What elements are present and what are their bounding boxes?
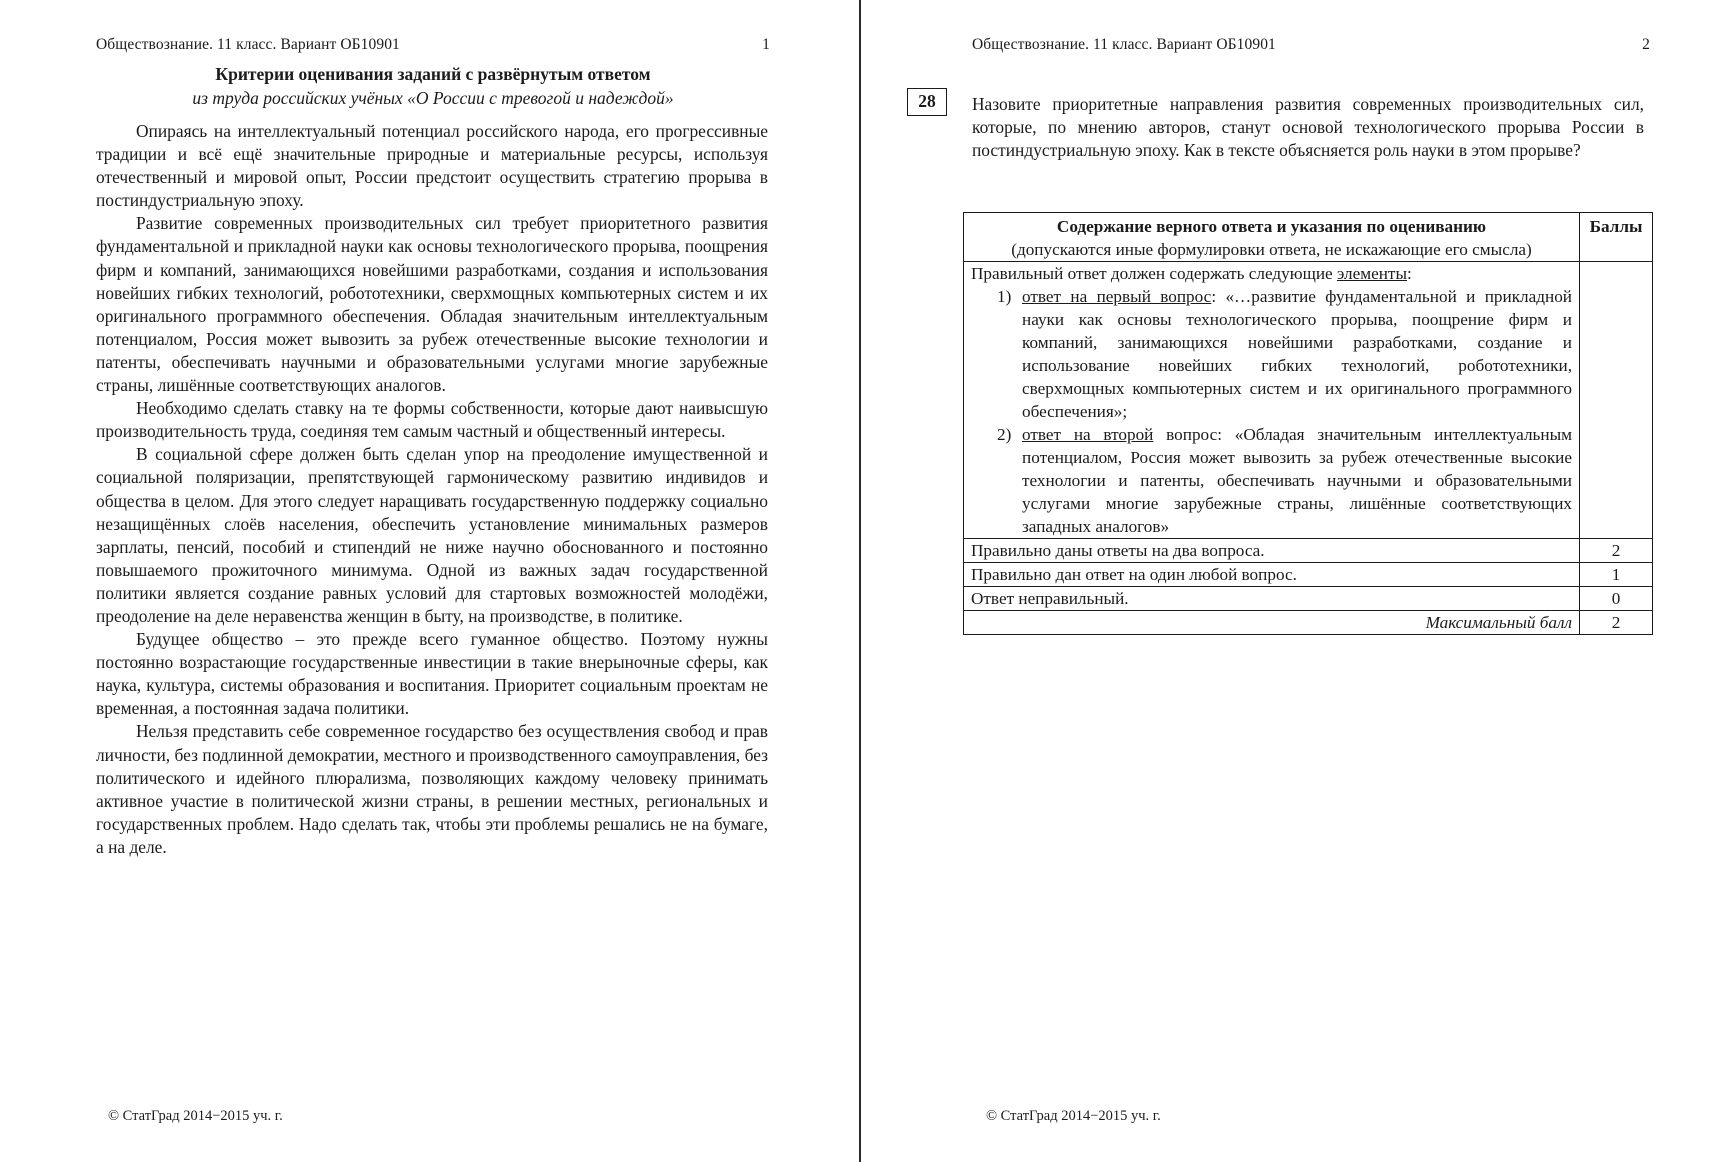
- points-cell: 0: [1580, 587, 1653, 611]
- header-points-cell: Баллы: [1580, 213, 1653, 262]
- header-content-title: Содержание верного ответа и указания по оцениванию: [1056, 217, 1487, 236]
- paragraph: Необходимо сделать ставку на те формы собственности, которые дают наивысшую производительность труда, соединяя тем самым частный и общественный интересы.: [96, 398, 768, 442]
- list-item-text: : «…развитие фундаментальной и прикладной науки как основы технологического прорыва, поощрение фирм и компаний, занимающихся новейшими разработками, создание и использование новейших гибких технологий, робототехники, сверхмощных компьютерных систем и их оригинального программного обеспечения»;: [1022, 287, 1572, 421]
- list-item: [971, 423, 1572, 538]
- criterion-cell: Ответ неправильный.: [964, 587, 1580, 611]
- criteria-title: Критерии оценивания заданий с развёрнутым ответом: [215, 64, 651, 84]
- list-item-number: 1): [997, 287, 1012, 306]
- list-item: [971, 285, 1572, 423]
- header-content-cell: [964, 213, 1580, 262]
- paragraph: Будущее общество – это прежде всего гуманное общество. Поэтому нужны постоянно возрастающие государственные инвестиции в такие внерыночные сферы, как наука, культура, системы образования и воспитания. Приоритет социальным проектам не временная, а постоянная задача политики.: [96, 629, 768, 719]
- max-score-label: Максимальный балл: [964, 611, 1580, 635]
- answer-elements-cell: [964, 262, 1580, 539]
- table-row: [964, 262, 1653, 539]
- page-footer: © СтатГрад 2014−2015 уч. г.: [108, 1108, 283, 1124]
- page-number: 1: [762, 36, 770, 53]
- max-score-points: 2: [1580, 611, 1653, 635]
- right-page: [862, 0, 1718, 1162]
- question-number-box: 28: [907, 88, 947, 116]
- page-footer: © СтатГрад 2014−2015 уч. г.: [986, 1108, 1161, 1124]
- answer-intro-text: Правильный ответ должен содержать следующие: [971, 264, 1333, 283]
- page-header-title: Обществознание. 11 класс. Вариант ОБ10901: [972, 36, 1276, 53]
- table-row: [964, 563, 1653, 587]
- source-text: [96, 120, 768, 859]
- answer-intro-end: :: [1407, 264, 1412, 283]
- answer-table: [963, 212, 1653, 635]
- criterion-cell: Правильно даны ответы на два вопроса.: [964, 539, 1580, 563]
- criteria-subtitle: из труда российских учёных «О России с тревогой и надеждой»: [192, 88, 674, 108]
- page-header-title: Обществознание. 11 класс. Вариант ОБ10901: [96, 36, 400, 53]
- page-number: 2: [1642, 36, 1650, 53]
- paragraph: В социальной сфере должен быть сделан упор на преодоление имущественной и социальной поляризации, препятствующей гармоническому развитию индивидов и общества в целом. Для этого следует наращивать государственную поддержку социально незащищённых слоёв населения, обеспечить установление минимальных размеров зарплаты, пенсий, пособий и стипендий не ниже научно обоснованного и постоянно повышаемого прожиточного минимума. Одной из важных задач государственной политики является создание равных условий для стартовых возможностей молодёжи, преодоление на деле неравенства женщин в быту, на производстве, в политике.: [96, 444, 768, 626]
- list-item-number: 2): [997, 425, 1012, 444]
- table-header-row: [964, 213, 1653, 262]
- answer-elements-list: [971, 285, 1572, 538]
- paragraph: Опираясь на интеллектуальный потенциал российского народа, его прогрессивные традиции и всё ещё значительные природные и материальные ресурсы, используя отечественный и мировой опыт, России предстоит осуществить стратегию прорыва в постиндустриальную эпоху.: [96, 121, 768, 211]
- points-cell: 1: [1580, 563, 1653, 587]
- list-item-text: вопрос: «Обладая значительным интеллектуальным потенциалом, Россия может вывозить за рубеж отечественные высокие технологии и патенты, обеспечивать научными и образовательными услугами многие зарубежные страны, лишённые соответствующих западных аналогов»: [1022, 425, 1573, 536]
- paragraph: Развитие современных производительных сил требует приоритетного развития фундаментальной и прикладной науки как основы технологического прорыва, поощрения фирм и компаний, занимающихся новейшими разработками, создания и использования новейших гибких технологий, робототехники, сверхмощных компьютерных систем и их оригинального программного обеспечения. Обладая значительным интеллектуальным потенциалом, Россия может вывозить за рубеж отечественные высокие технологии и патенты, обеспечивать научными и образовательными услугами многие зарубежные страны, лишённые соответствующих аналогов.: [96, 213, 768, 396]
- points-cell: 2: [1580, 539, 1653, 563]
- table-row-max: [964, 611, 1653, 635]
- table-row: [964, 539, 1653, 563]
- header-content-note: (допускаются иные формулировки ответа, не искажающие его смысла): [1011, 240, 1532, 259]
- answer-intro: [971, 262, 1572, 285]
- paragraph: Нельзя представить себе современное государство без осуществления свобод и прав личности, без подлинной демократии, местного и производственного самоуправления, без политического и идейного плюрализма, позволяющих каждому человеку принимать активное участие в политической жизни страны, в решении местных, региональных и государственных проблем. Надо сделать так, чтобы эти проблемы решались не на бумаге, а на деле.: [96, 721, 768, 857]
- criterion-cell: Правильно дан ответ на один любой вопрос.: [964, 563, 1580, 587]
- answer-intro-underlined: элементы: [1336, 264, 1407, 283]
- question-text: Назовите приоритетные направления развития современных производительных сил, которые, по мнению авторов, станут основой технологического прорыва России в постиндустриальную эпоху. Как в тексте объясняется роль науки в этом прорыве?: [972, 94, 1644, 161]
- table-row: [964, 587, 1653, 611]
- list-item-label: ответ на второй: [1022, 425, 1154, 444]
- list-item-label: ответ на первый вопрос: [1022, 287, 1212, 306]
- points-cell-empty: [1580, 262, 1653, 539]
